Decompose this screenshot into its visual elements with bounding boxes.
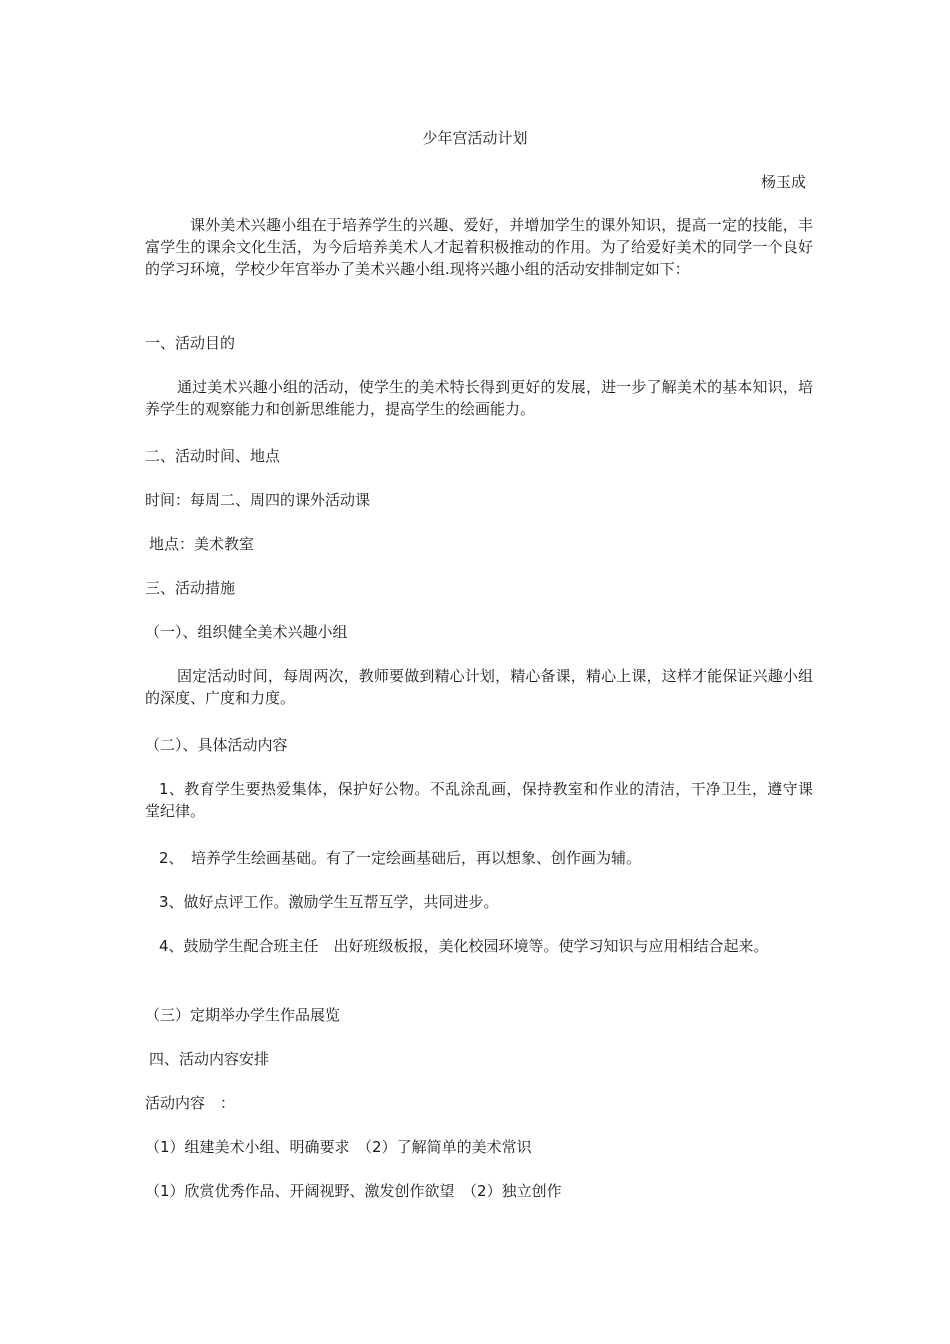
list-item-1: 1、教育学生要热爱集体，保护好公物。不乱涂乱画，保持教室和作业的清洁，干净卫生，遵守课堂纪律。 <box>145 780 813 820</box>
organize-paragraph: 固定活动时间，每周两次，教师要做到精心计划，精心备课，精心上课，这样才能保证兴趣小组的深度、广度和力度。 <box>145 667 813 707</box>
document-title: 少年宫活动计划 <box>422 129 528 147</box>
list-item-2: 2、 培养学生绘画基础。有了一定绘画基础后，再以想象、创作画为辅。 <box>159 849 642 867</box>
content-label: 活动内容 ： <box>145 1094 236 1112</box>
schedule-row-2: （1）欣赏优秀作品、开阔视野、激发创作欲望 （2）独立创作 <box>145 1182 562 1200</box>
section-heading-purpose: 一、活动目的 <box>145 334 236 352</box>
subsection-heading-content: （二）、具体活动内容 <box>145 736 288 754</box>
document-author: 杨玉成 <box>760 173 806 191</box>
section-heading-time-place: 二、活动时间、地点 <box>145 447 281 465</box>
subsection-heading-exhibition: （三）定期举办学生作品展览 <box>145 1006 341 1024</box>
section-heading-schedule: 四、活动内容安排 <box>149 1050 270 1068</box>
list-item-3: 3、做好点评工作。激励学生互帮互学，共同进步。 <box>159 893 499 911</box>
time-line: 时间：每周二、周四的课外活动课 <box>145 491 371 509</box>
place-line: 地点：美术教室 <box>149 535 255 553</box>
section-heading-measures: 三、活动措施 <box>145 579 236 597</box>
intro-paragraph: 课外美术兴趣小组在于培养学生的兴趣、爱好，并增加学生的课外知识，提高一定的技能，丰富学生的课余文化生活，为今后培养美术人才起着积极推动的作用。为了给爱好美术的同学一个良好的学习环境，学校少年宫举办了美术兴趣小组.现将兴趣小组的活动安排制定如下： <box>145 216 813 278</box>
purpose-paragraph: 通过美术兴趣小组的活动，使学生的美术特长得到更好的发展，进一步了解美术的基本知识，培养学生的观察能力和创新思维能力，提高学生的绘画能力。 <box>145 378 813 418</box>
schedule-row-1: （1）组建美术小组、明确要求 （2）了解简单的美术常识 <box>145 1138 532 1156</box>
list-item-4: 4、鼓励学生配合班主任 出好班级板报，美化校园环境等。使学习知识与应用相结合起来。 <box>159 937 769 955</box>
subsection-heading-organize: （一）、组织健全美术兴趣小组 <box>145 623 348 641</box>
